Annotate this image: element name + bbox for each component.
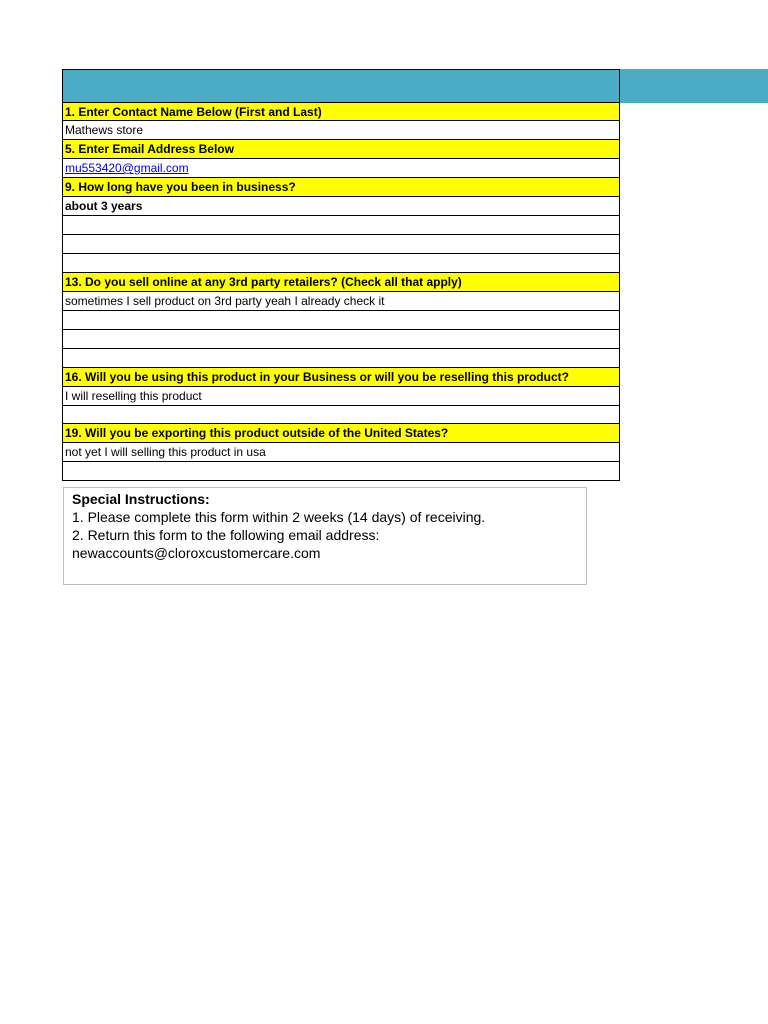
- question-third-party-retailers: 13. Do you sell online at any 3rd party retailers? (Check all that apply): [63, 273, 619, 292]
- blank-row[interactable]: [63, 235, 619, 254]
- email-link[interactable]: mu553420@gmail.com: [65, 161, 189, 175]
- instructions-line-2: 2. Return this form to the following email address:: [72, 527, 380, 543]
- spacer-row: [63, 406, 619, 424]
- special-instructions-box: [63, 487, 587, 585]
- question-usage-or-resale: 16. Will you be using this product in your Business or will you be reselling this product?: [63, 368, 619, 387]
- blank-row[interactable]: [63, 311, 619, 330]
- answer-usage-or-resale[interactable]: I will reselling this product: [63, 387, 619, 406]
- form-table: [62, 102, 620, 481]
- answer-third-party-retailers[interactable]: sometimes I sell product on 3rd party yeah I already check it: [63, 292, 619, 311]
- blank-row[interactable]: [63, 462, 619, 481]
- answer-email[interactable]: [63, 159, 619, 178]
- instructions-email: newaccounts@cloroxcustomercare.com: [72, 545, 321, 561]
- blank-row[interactable]: [63, 254, 619, 273]
- blank-row[interactable]: [63, 330, 619, 349]
- answer-exporting[interactable]: not yet I will selling this product in usa: [63, 443, 619, 462]
- blank-row[interactable]: [63, 216, 619, 235]
- answer-contact-name[interactable]: Mathews store: [63, 121, 619, 140]
- header-bar: [62, 69, 768, 103]
- blank-row[interactable]: [63, 349, 619, 368]
- question-exporting: 19. Will you be exporting this product outside of the United States?: [63, 424, 619, 443]
- answer-business-duration[interactable]: about 3 years: [63, 197, 619, 216]
- header-frame: [62, 69, 620, 103]
- question-business-duration: 9. How long have you been in business?: [63, 178, 619, 197]
- question-email: 5. Enter Email Address Below: [63, 140, 619, 159]
- instructions-title: Special Instructions:: [72, 491, 210, 507]
- question-contact-name: 1. Enter Contact Name Below (First and Last): [63, 102, 619, 121]
- instructions-line-1: 1. Please complete this form within 2 weeks (14 days) of receiving.: [72, 509, 486, 525]
